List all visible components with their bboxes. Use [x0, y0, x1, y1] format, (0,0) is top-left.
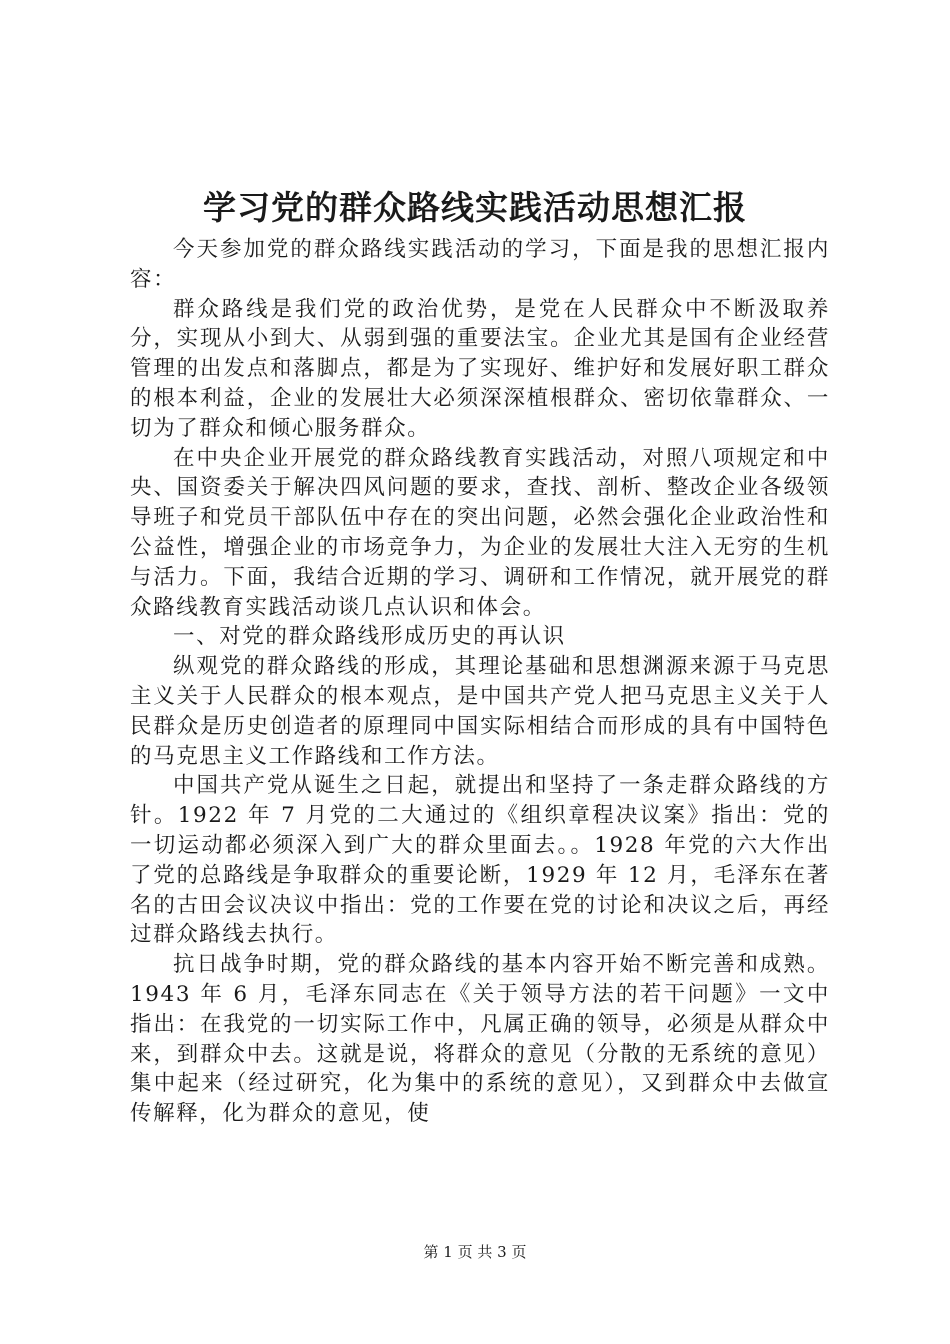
paragraph: 群众路线是我们党的政治优势，是党在人民群众中不断汲取养分，实现从小到大、从弱到强的重要法宝。企业尤其是国有企业经营管理的出发点和落脚点，都是为了实现好、维护好和发展好职工群众的根本利益，企业的发展壮大必须深深植根群众、密切依靠群众、一切为了群众和倾心服务群众。	[130, 296, 830, 441]
paragraph: 抗日战争时期，党的群众路线的基本内容开始不断完善和成熟。1943 年 6 月，毛泽东同志在《关于领导方法的若干问题》一文中指出：在我党的一切实际工作中，凡属正确的领导，必须是从群众中来，到群众中去。这就是说，将群众的意见（分散的无系统的意见）集中起来（经过研究，化为集中的系统的意见），又到群众中去做宣传解释，化为群众的意见，使	[130, 952, 830, 1127]
section-heading: 一、对党的群众路线形成历史的再认识	[173, 624, 566, 650]
document-title: 学习党的群众路线实践活动思想汇报	[203, 188, 747, 227]
document-body	[130, 235, 830, 1129]
paragraph: 今天参加党的群众路线实践活动的学习，下面是我的思想汇报内容：	[130, 237, 830, 292]
paragraph: 在中央企业开展党的群众路线教育实践活动，对照八项规定和中央、国资委关于解决四风问题的要求，查找、剖析、整改企业各级领导班子和党员干部队伍中存在的突出问题，必然会强化企业政治性和公益性，增强企业的市场竞争力，为企业的发展壮大注入无穷的生机与活力。下面，我结合近期的学习、调研和工作情况，就开展党的群众路线教育实践活动谈几点认识和体会。	[130, 445, 830, 620]
page-footer: 第 1 页 共 3 页	[423, 1243, 527, 1261]
paragraph: 中国共产党从诞生之日起，就提出和坚持了一条走群众路线的方针。1922 年 7 月党的二大通过的《组织章程决议案》指出：党的一切运动都必须深入到广大的群众里面去。。1928 年党的六大作出了党的总路线是争取群众的重要论断，1929 年 12 月，毛泽东在著名的古田会议决议中指出：党的工作要在党的讨论和决议之后，再经过群众路线去执行。	[130, 773, 830, 948]
paragraph: 纵观党的群众路线的形成，其理论基础和思想渊源来源于马克思主义关于人民群众的根本观点，是中国共产党人把马克思主义关于人民群众是历史创造者的原理同中国实际相结合而形成的具有中国特色的马克思主义工作路线和工作方法。	[130, 654, 830, 769]
